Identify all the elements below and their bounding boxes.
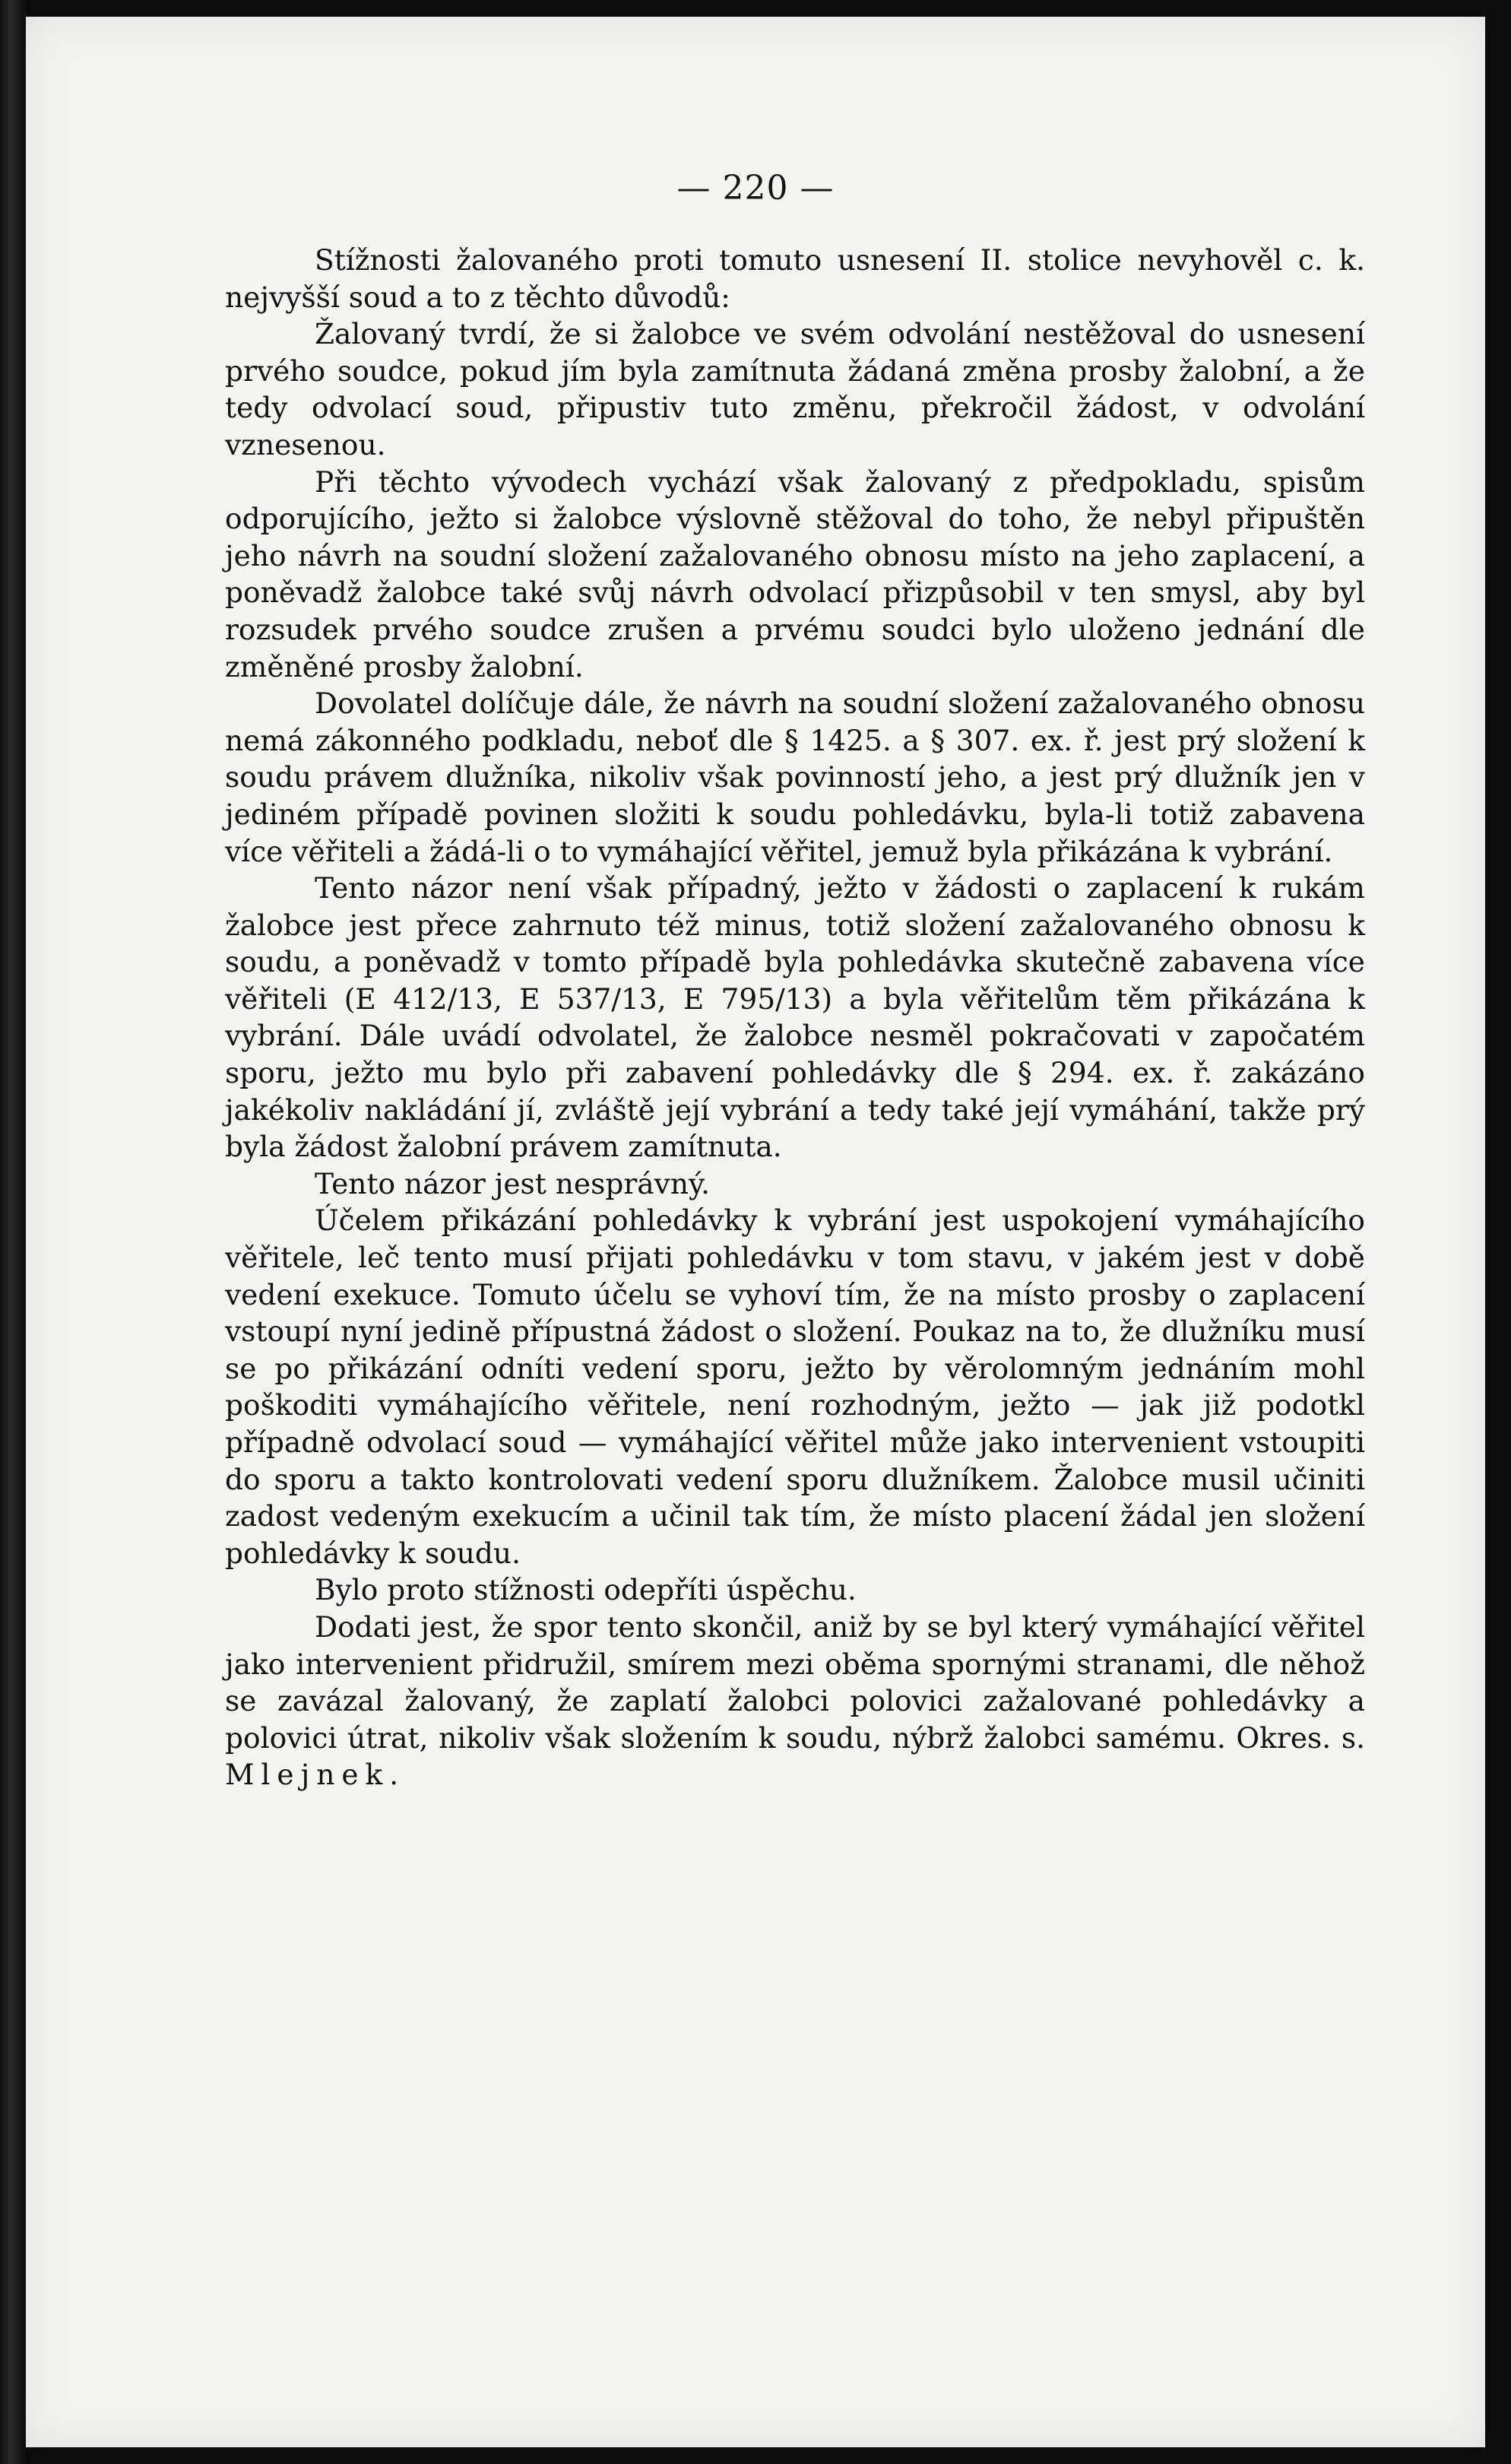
paragraph-9 [225, 1609, 1365, 1793]
paragraph-1: Stížnosti žalovaného proti tomuto usnesení II. stolice nevyhověl c. k. nejvyšší soud a to z těchto důvodů: [225, 243, 1365, 314]
paragraph-7: Účelem přikázání pohledávky k vybrání jest uspokojení vymáhajícího věřitele, leč tento musí přijati pohledávku v tom stavu, v jakém jest v době vedení exekuce. Tomuto účelu se vyhoví tím, že na místo prosby o zaplacení vstoupí nyní jedině přípustná žádost o složení. Poukaz na to, že dlužníku musí se po přikázání odníti vedení sporu, ježto by věrolomným jednáním mohl poškoditi vymáhajícího věřitele, není rozhodným, ježto — jak již podotkl případně odvolací soud — vymáhající věřitel může jako intervenient vstoupiti do sporu a takto kontrolovati vedení sporu dlužníkem. Žalobce musil učiniti zadost vedeným exekucím a učinil tak tím, že místo placení žádal jen složení pohledávky k soudu. [225, 1203, 1365, 1570]
scan-edge [0, 0, 26, 2464]
body-text [225, 242, 1365, 1793]
paragraph-5: Tento názor není však případný, ježto v žádosti o zaplacení k rukám žalobce jest přece zahrnuto též minus, totiž složení zažalovaného obnosu k soudu, a poněvadž v tomto případě byla pohledávka skutečně zabavena více věřiteli (E 412/13, E 537/13, E 795/13) a byla věřitelům těm přikázána k vybrání. Dále uvádí odvolatel, že žalobce nesměl pokračovati v započatém sporu, ježto mu bylo při zabavení pohledávky dle § 294. ex. ř. zakázáno jakékoliv nakládání jí, zvláště její vybrání a tedy také její vymáhání, takže prý byla žádost žalobní právem zamítnuta. [225, 871, 1365, 1164]
paragraph-8: Bylo proto stížnosti odepříti úspěchu. [315, 1573, 857, 1607]
paragraph-3: Při těchto vývodech vychází však žalovaný z předpokladu, spisům odporujícího, ježto si žalobce výslovně stěžoval do toho, že nebyl připuštěn jeho návrh na soudní složení zažalovaného obnosu místo na jeho zaplacení, a poněvadž žalobce také svůj návrh odvolací přizpůsobil v ten smysl, aby byl rozsudek prvého soudce zrušen a prvému soudci bylo uloženo jednání dle změněné prosby žalobní. [225, 465, 1365, 683]
paragraph-4: Dovolatel dolíčuje dále, že návrh na soudní složení zažalovaného obnosu nemá zákonného podkladu, neboť dle § 1425. a § 307. ex. ř. jest prý složení k soudu právem dlužníka, nikoliv však povinností jeho, a jest prý dlužník jen v jediném případě povinen složiti k soudu pohledávku, byla-li totiž zabavena více věřiteli a žádá-li o to vymáhající věřitel, jemuž byla přikázána k vybrání. [225, 687, 1365, 868]
page-number: — 220 — [676, 169, 835, 208]
paragraph-6: Tento názor jest nesprávný. [315, 1166, 711, 1200]
paragraph-2: Žalovaný tvrdí, že si žalobce ve svém odvolání nestěžoval do usnesení prvého soudce, pokud jím byla zamítnuta žádaná změna prosby žalobní, a že tedy odvolací soud, připustiv tuto změnu, překročil žádost, v odvolání vznesenou. [225, 317, 1365, 461]
signature-name: Mlejnek. [225, 1758, 406, 1792]
signature-prefix: Okres. s. [1236, 1720, 1365, 1755]
paragraph-9-text: Dodati jest, že spor tento skončil, aniž by se byl který vymáhající věřitel jako intervenient přidružil, smírem mezi oběma spornými stranami, dle něhož se zavázal žalovaný, že zaplatí žalobci polovici zažalované pohledávky a polovici útrat, nikoliv však složením k soudu, nýbrž žalobci samému. [225, 1609, 1365, 1755]
